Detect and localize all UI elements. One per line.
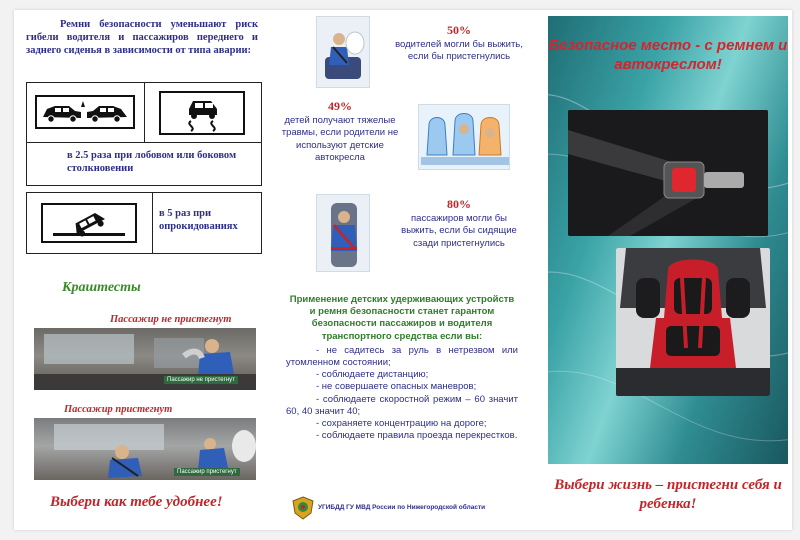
advice-item: - соблюдаете правила проезда перекрестков.: [316, 430, 518, 442]
safe-place-title: Безопасное место - с ремнем и автокреслом!: [548, 37, 788, 73]
brochure-page: [14, 10, 792, 530]
car-collision-icon: [35, 95, 135, 129]
cars-collision-sign-cell: [27, 83, 145, 143]
seatbelt-buckle-icon: [568, 110, 768, 236]
intro-text: Ремни безопасности уменьшают риск гибели водителя и пассажиров переднего и заднего сиденья в зависимости от типа аварии:: [26, 19, 258, 56]
stat-drivers-percent: 50%: [447, 23, 471, 37]
frontal-collision-box: [26, 82, 262, 186]
car-rollover-icon: [41, 203, 137, 243]
skid-sign-cell: [145, 83, 261, 143]
advice-item: - не садитесь за руль в нетрезвом или утомленном состоянии;: [286, 344, 518, 369]
rollover-sign-cell: [27, 193, 153, 253]
choose-comfort-slogan: Выбери как тебе удобнее!: [50, 494, 223, 510]
belted-passenger-icon: [316, 194, 370, 272]
advice-lead: Применение детских удерживающих устройств и ремня безопасности станет гарантом безопасности пассажиров и водителя транспортного средства если вы:: [289, 294, 515, 342]
right-panel: [548, 16, 788, 464]
crash-tests-title: Краштесты: [62, 280, 141, 295]
unbelted-crash-photo: [34, 328, 256, 390]
rollover-box: [26, 192, 262, 254]
streaks-background: [548, 16, 788, 464]
stat-passengers-text: пассажиров могли бы выжить, если бы сидящие сзади пристегнулись: [401, 212, 517, 249]
advice-item: - не совершаете опасных маневров;: [316, 381, 477, 393]
safety-advice: [286, 294, 518, 442]
child-seats-icon: [418, 104, 510, 170]
advice-item: - соблюдаете скоростной режим – 60 значит 60, 40 значит 40;: [286, 393, 518, 417]
unbelted-label: Пассажир не пристегнут: [110, 314, 232, 325]
organization-name: УГИБДД ГУ МВД России по Нижегородской области: [318, 504, 486, 511]
belted-crash-photo: [34, 418, 256, 480]
stat-passengers-percent: 80%: [447, 197, 471, 211]
belted-photo-tag: Пассажир пристегнут: [174, 468, 240, 476]
stat-children: [276, 100, 404, 165]
police-emblem-icon: [292, 496, 314, 520]
stat-children-text: детей получают тяжелые травмы, если родители не используют детские автокресла: [281, 114, 399, 163]
seatbelt-photo: [568, 110, 768, 236]
stat-drivers-text: водителей могли бы выжить, если бы пристегнулись: [395, 38, 523, 62]
stat-children-percent: 49%: [328, 99, 352, 113]
advice-item: - соблюдаете дистанцию;: [316, 369, 429, 381]
driver-airbag-icon: [316, 16, 370, 88]
unbelted-photo-tag: Пассажир не пристегнут: [164, 376, 238, 384]
child-car-seat-photo: [616, 248, 770, 396]
child-car-seat-icon: [616, 248, 770, 396]
advice-item: - сохраняете концентрацию на дороге;: [316, 418, 487, 430]
stat-passengers: [394, 198, 524, 250]
car-skid-icon: [159, 91, 245, 135]
frontal-collision-text: в 2.5 раза при лобовом или боковом столкновении: [67, 150, 237, 174]
choose-life-slogan: Выбери жизнь – пристегни себя и ребенка!: [554, 477, 782, 512]
stat-drivers: [394, 24, 524, 64]
belted-label: Пассажир пристегнут: [64, 404, 173, 415]
rollover-text: в 5 раз при опрокидованиях: [159, 208, 238, 232]
